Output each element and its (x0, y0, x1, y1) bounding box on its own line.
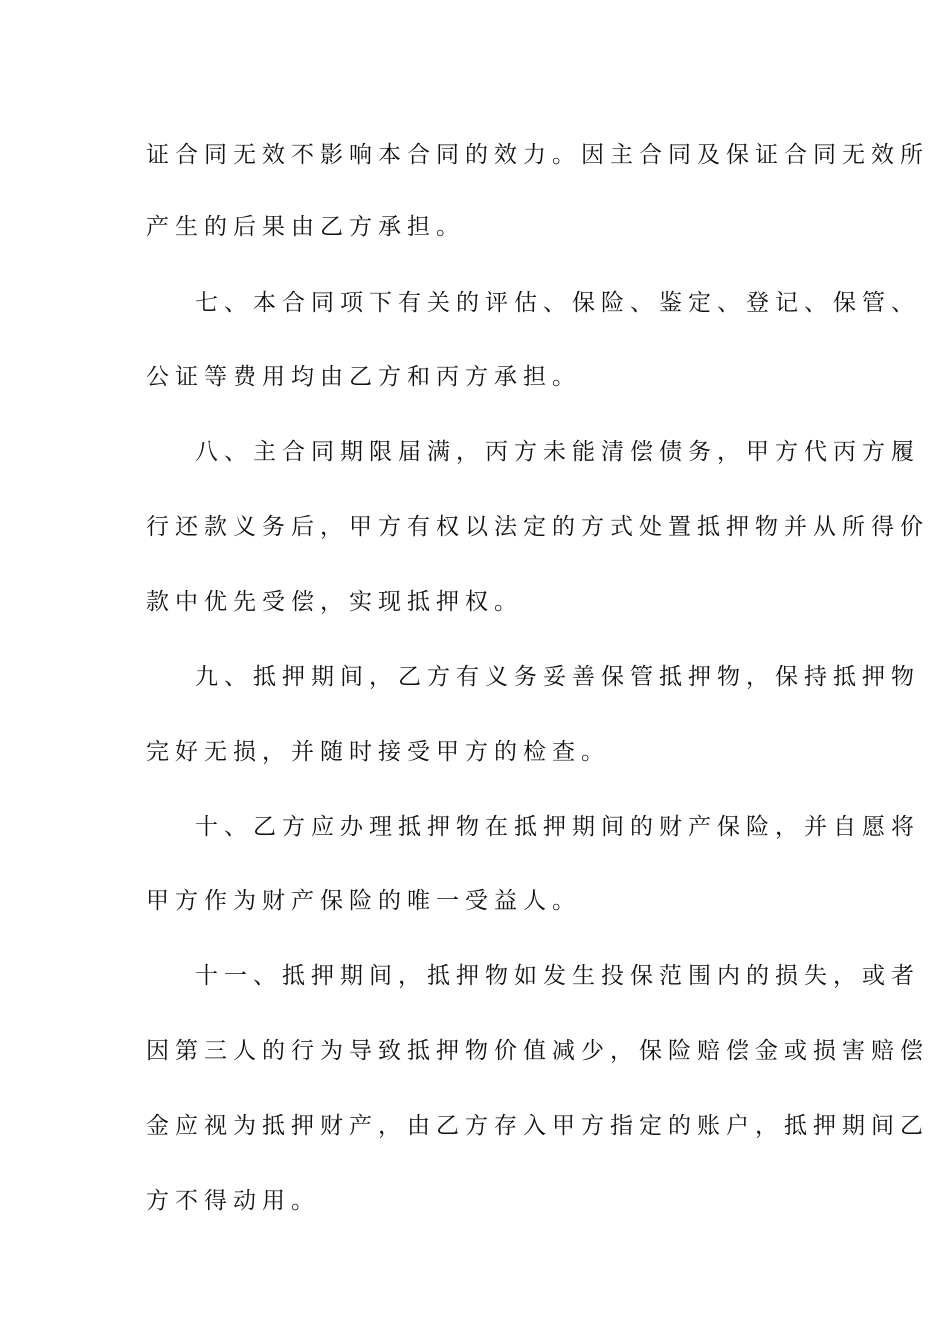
text-line: 八、主合同期限届满，丙方未能清偿债务，甲方代丙方履 (195, 439, 920, 465)
text-line: 甲方作为财产保险的唯一受益人。 (146, 888, 581, 914)
text-line: 产生的后果由乙方承担。 (146, 214, 465, 240)
text-line: 公证等费用均由乙方和丙方承担。 (146, 364, 581, 390)
text-line: 完好无损，并随时接受甲方的检查。 (146, 739, 610, 765)
text-line: 七、本合同项下有关的评估、保险、鉴定、登记、保管、 (195, 290, 920, 316)
text-line: 因第三人的行为导致抵押物价值减少，保险赔偿金或损害赔偿 (146, 1038, 929, 1064)
text-line: 行还款义务后，甲方有权以法定的方式处置抵押物并从所得价 (146, 514, 929, 540)
text-line: 十、乙方应办理抵押物在抵押期间的财产保险，并自愿将 (195, 814, 920, 840)
text-line: 方不得动用。 (146, 1188, 320, 1214)
text-line: 金应视为抵押财产，由乙方存入甲方指定的账户，抵押期间乙 (146, 1113, 929, 1139)
text-line: 款中优先受偿，实现抵押权。 (146, 589, 523, 615)
text-line: 九、抵押期间，乙方有义务妥善保管抵押物，保持抵押物 (195, 664, 920, 690)
text-line: 十一、抵押期间，抵押物如发生投保范围内的损失，或者 (195, 963, 920, 989)
text-line: 证合同无效不影响本合同的效力。因主合同及保证合同无效所 (146, 142, 929, 168)
